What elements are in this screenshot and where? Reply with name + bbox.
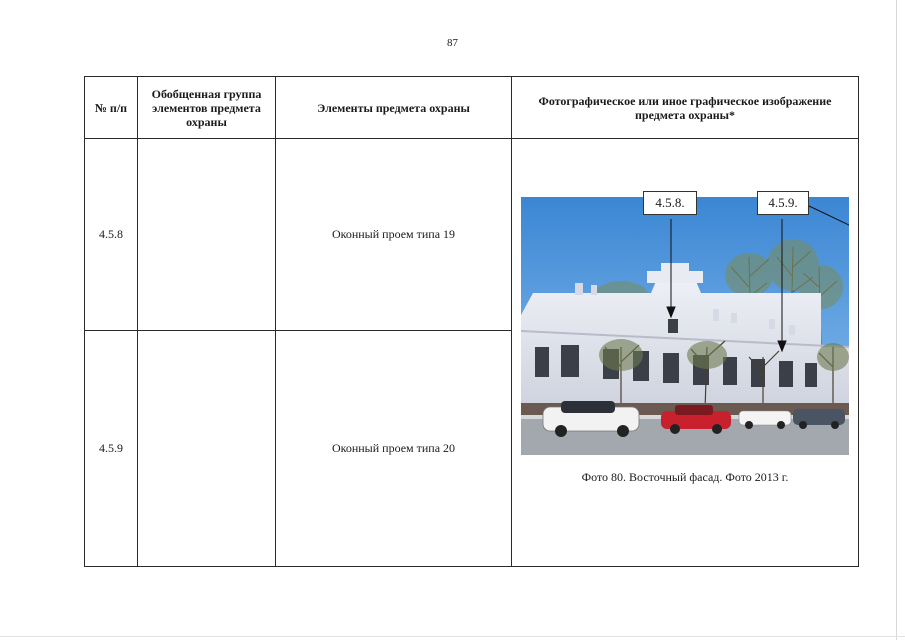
row-element: Оконный проем типа 20: [276, 331, 512, 567]
callout-label-4-5-8: 4.5.8.: [643, 191, 697, 215]
row-element: Оконный проем типа 19: [276, 139, 512, 331]
row-number: 4.5.9: [85, 331, 138, 567]
row-group: [138, 331, 276, 567]
table-row: [85, 139, 859, 331]
row-group: [138, 139, 276, 331]
scan-edge: [896, 0, 897, 640]
photo-caption: Фото 80. Восточный фасад. Фото 2013 г.: [581, 470, 789, 484]
header-number: № п/п: [85, 77, 138, 139]
facade-photo: [521, 197, 849, 455]
row-number: 4.5.8: [85, 139, 138, 331]
table-header-row: [85, 77, 859, 139]
header-image: Фотографическое или иное графическое изображение предмета охраны*: [512, 77, 859, 139]
page-number: 87: [447, 37, 458, 49]
protection-elements-table: [84, 76, 859, 567]
photo-cell: [512, 139, 859, 567]
scan-edge-bottom: [0, 636, 905, 637]
header-elements: Элементы предмета охраны: [276, 77, 512, 139]
photo-block: [521, 195, 849, 484]
callout-label-4-5-9: 4.5.9.: [757, 191, 809, 215]
header-group: Обобщенная группа элементов предмета охраны: [138, 77, 276, 139]
